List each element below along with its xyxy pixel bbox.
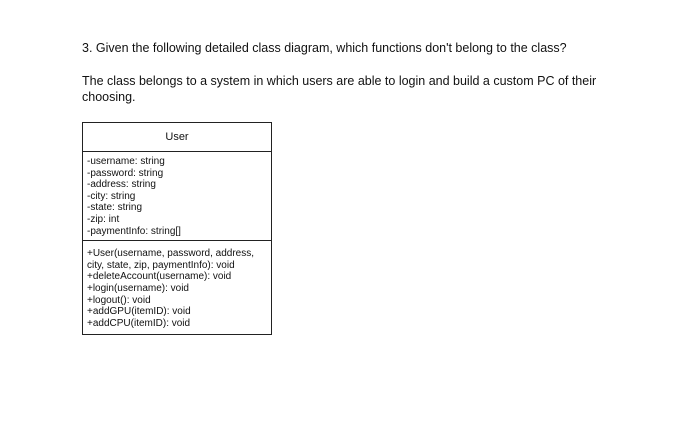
method-login: +login(username): void: [87, 282, 189, 294]
methods-section: [83, 241, 271, 334]
attribute-city: -city: string: [87, 190, 136, 202]
attribute-password: -password: string: [87, 167, 164, 179]
context-text: The class belongs to a system in which users are able to login and build a custom PC of their choosing.: [82, 74, 597, 104]
attribute-payment-info: -paymentInfo: string[]: [87, 225, 181, 237]
method-add-gpu: +addGPU(itemID): void: [87, 306, 191, 318]
attributes-section: [83, 152, 271, 241]
attribute-zip: -zip: int: [87, 213, 120, 225]
question-text: 3. Given the following detailed class diagram, which functions don't belong to the class?: [82, 41, 567, 55]
uml-class-box: [82, 122, 272, 335]
method-constructor: +User(username, password, address, city, state, zip, paymentInfo): void: [87, 248, 255, 271]
method-delete-account: +deleteAccount(username): void: [87, 271, 232, 283]
method-logout: +logout(): void: [87, 294, 151, 306]
attribute-username: -username: string: [87, 156, 165, 167]
attribute-state: -state: string: [87, 202, 143, 214]
attribute-address: -address: string: [87, 179, 156, 191]
class-name: User: [83, 123, 271, 152]
method-add-cpu: +addCPU(itemID): void: [87, 317, 191, 329]
